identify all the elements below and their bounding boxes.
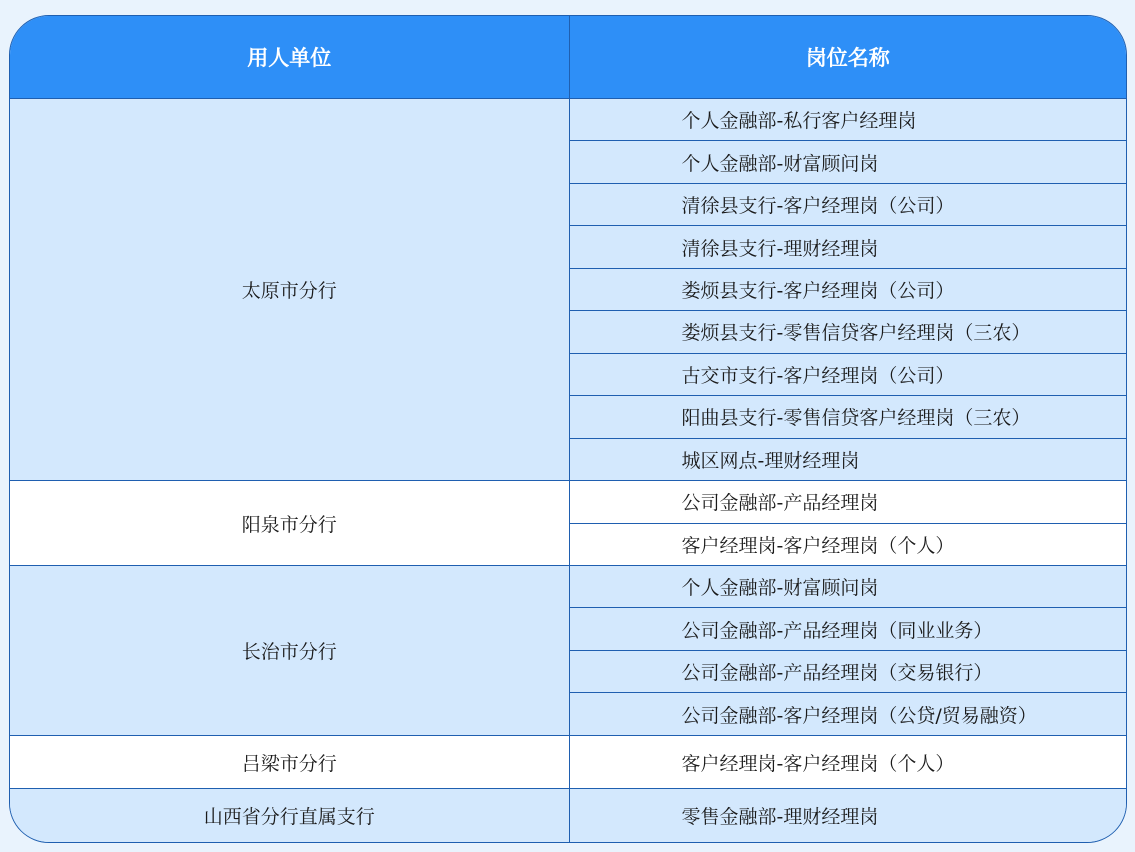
position-cell: 阳曲县支行-零售信贷客户经理岗（三农） [569,396,1126,438]
table-row [10,565,1126,607]
position-cell: 公司金融部-产品经理岗 [569,481,1126,523]
recruitment-table [10,16,1126,842]
position-cell: 客户经理岗-客户经理岗（个人） [569,523,1126,565]
position-cell: 古交市支行-客户经理岗（公司） [569,353,1126,395]
table-row [10,789,1126,842]
table-row [10,99,1126,141]
unit-cell: 长治市分行 [10,565,569,735]
table-row [10,735,1126,789]
position-cell: 公司金融部-产品经理岗（交易银行） [569,650,1126,692]
unit-cell: 阳泉市分行 [10,481,569,566]
position-cell: 清徐县支行-理财经理岗 [569,226,1126,268]
table-row [10,481,1126,523]
header-unit: 用人单位 [10,16,569,99]
unit-cell: 山西省分行直属支行 [10,789,569,842]
position-cell: 公司金融部-产品经理岗（同业业务） [569,608,1126,650]
position-cell: 个人金融部-财富顾问岗 [569,565,1126,607]
unit-cell: 吕梁市分行 [10,735,569,789]
position-cell: 城区网点-理财经理岗 [569,438,1126,480]
position-cell: 客户经理岗-客户经理岗（个人） [569,735,1126,789]
position-cell: 个人金融部-财富顾问岗 [569,141,1126,183]
position-cell: 娄烦县支行-客户经理岗（公司） [569,268,1126,310]
position-cell: 个人金融部-私行客户经理岗 [569,99,1126,141]
position-cell: 公司金融部-客户经理岗（公贷/贸易融资） [569,693,1126,735]
position-cell: 零售金融部-理财经理岗 [569,789,1126,842]
table-header-row [10,16,1126,99]
unit-cell: 太原市分行 [10,99,569,481]
position-cell: 清徐县支行-客户经理岗（公司） [569,183,1126,225]
position-cell: 娄烦县支行-零售信贷客户经理岗（三农） [569,311,1126,353]
header-position: 岗位名称 [569,16,1126,99]
recruitment-table-container [9,15,1127,843]
